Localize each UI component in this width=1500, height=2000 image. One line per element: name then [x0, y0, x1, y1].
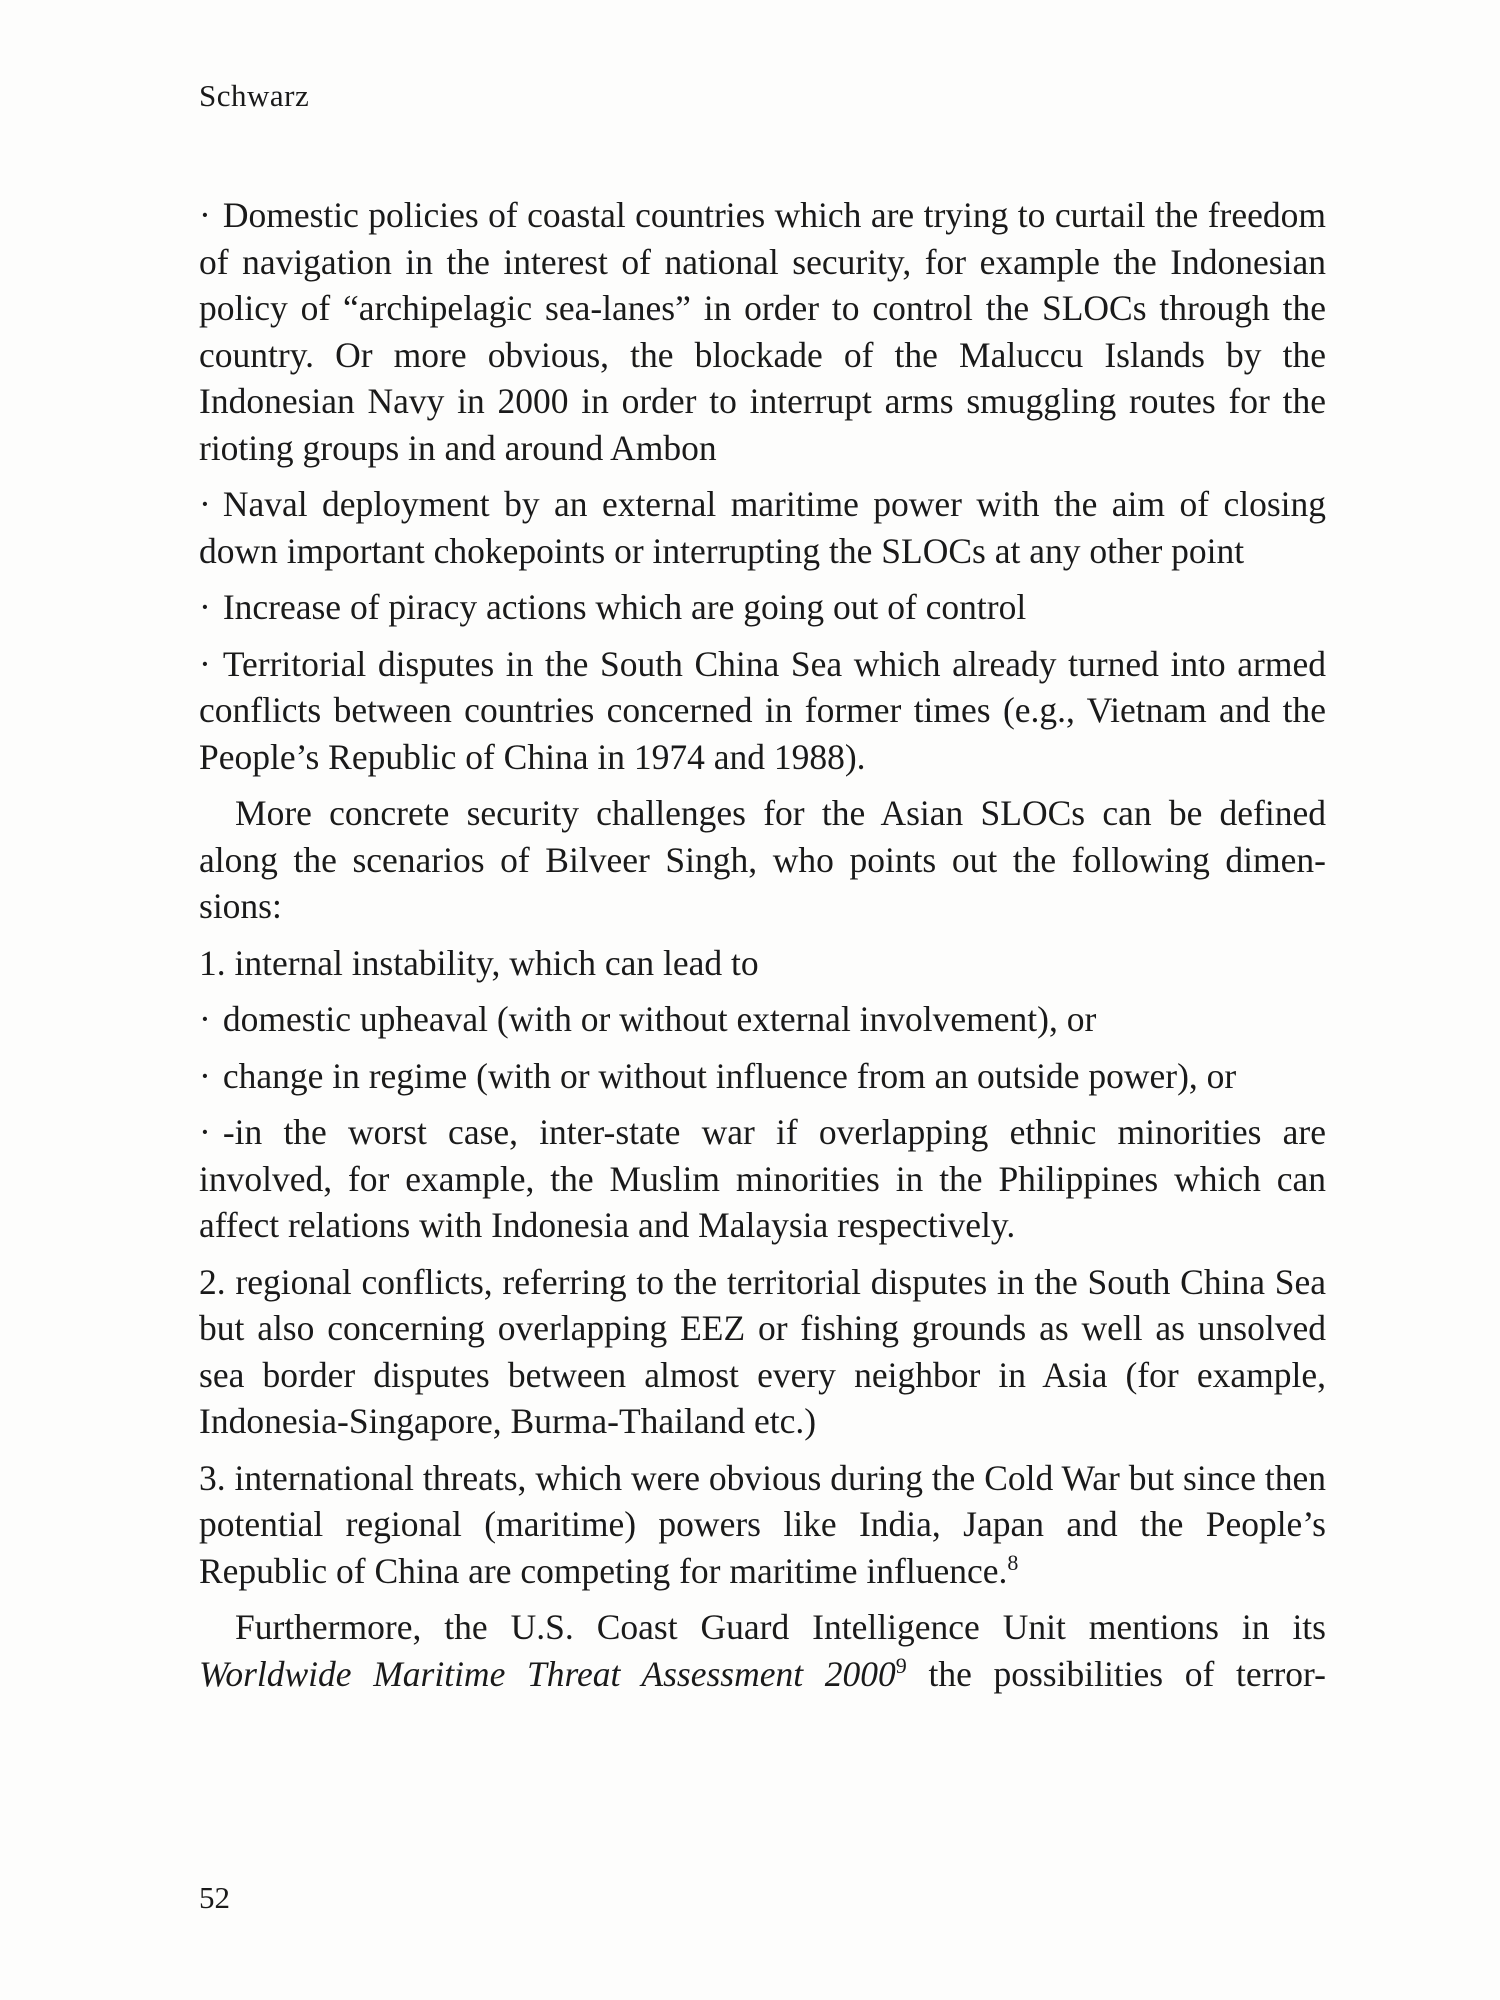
- paragraph-text: Furthermore, the U.S. Coast Guard Intelligence Unit mentions in its: [235, 1607, 1326, 1647]
- paragraph-text: -in the worst case, inter-state war if overlapping ethnic minorities are involved, for example, the Muslim minorities in the Philippines which can affect relations with Indonesia and Malaysia respectively.: [199, 1112, 1326, 1245]
- numbered-item: [199, 1259, 1326, 1445]
- bullet-paragraph: [199, 996, 1326, 1043]
- paragraph-text: Increase of piracy actions which are going out of control: [222, 587, 1027, 627]
- bullet-paragraph: [199, 584, 1326, 631]
- running-head: Schwarz: [199, 78, 310, 113]
- bullet-marker: ·: [199, 587, 211, 627]
- bullet-marker: ·: [199, 1112, 211, 1152]
- paragraph-text: the possibilities of terror-: [906, 1653, 1326, 1694]
- body-text: [199, 192, 1326, 1707]
- paragraph-text: 3. international threats, which were obvious during the Cold War but since then potential regional (maritime) powers like India, Japan and the People’s Republic of China are competing for maritime influence.: [199, 1457, 1326, 1591]
- paragraph-text: change in regime (with or without influence from an outside power), or: [222, 1055, 1237, 1096]
- paragraph-text: 1. internal instability, which can lead to: [199, 942, 759, 983]
- paragraph-text: Naval deployment by an external maritime power with the aim of closing down important chokepoints or interrupting the SLOCs at any other point: [199, 484, 1326, 571]
- bullet-paragraph: [199, 1109, 1326, 1249]
- body-paragraph: [199, 790, 1326, 930]
- paragraph-text: Territorial disputes in the South China Sea which already turned into armed conflicts between countries concerned in former times (e.g., Vietnam and the People’s Republic of China in 1974 and 1988).: [199, 643, 1326, 777]
- bullet-marker: ·: [199, 1055, 211, 1096]
- bullet-marker: ·: [199, 999, 211, 1039]
- bullet-paragraph: [199, 481, 1326, 574]
- footnote-reference: 9: [895, 1652, 907, 1678]
- numbered-item: [199, 940, 1326, 987]
- numbered-item: [199, 1455, 1326, 1595]
- page-number: 52: [199, 1880, 230, 1915]
- bullet-paragraph: [199, 641, 1326, 781]
- bullet-paragraph: [199, 1053, 1326, 1100]
- body-paragraph: [199, 1604, 1326, 1697]
- bullet-marker: ·: [199, 195, 211, 235]
- paragraph-text: More concrete security challenges for the Asian SLOCs can be defined along the scenarios of Bilveer Singh, who points out the following dimen-sions:: [199, 793, 1326, 926]
- paragraph-text: domestic upheaval (with or without external involvement), or: [222, 999, 1097, 1039]
- paragraph-text: Domestic policies of coastal countries which are trying to curtail the freedom of navigation in the interest of national security, for example the Indonesian policy of “archipelagic sea-lanes” in order to control the SLOCs through the country. Or more obvious, the blockade of the Maluccu Islands by the Indonesian Navy in 2000 in order to interrupt arms smuggling routes for the rioting groups in and around Ambon: [199, 195, 1326, 468]
- footnote-reference: 8: [1007, 1549, 1019, 1575]
- bullet-paragraph: [199, 192, 1326, 471]
- paragraph-text: 2. regional conflicts, referring to the territorial disputes in the South China Sea but also concerning overlapping EEZ or fishing grounds as well as unsolved sea border disputes between almost every neighbor in Asia (for example, Indonesia-Singapore, Burma-Thailand etc.): [199, 1261, 1326, 1441]
- italic-title: Worldwide Maritime Threat Assessment 2000: [199, 1653, 896, 1694]
- bullet-marker: ·: [199, 484, 211, 524]
- bullet-marker: ·: [199, 643, 211, 684]
